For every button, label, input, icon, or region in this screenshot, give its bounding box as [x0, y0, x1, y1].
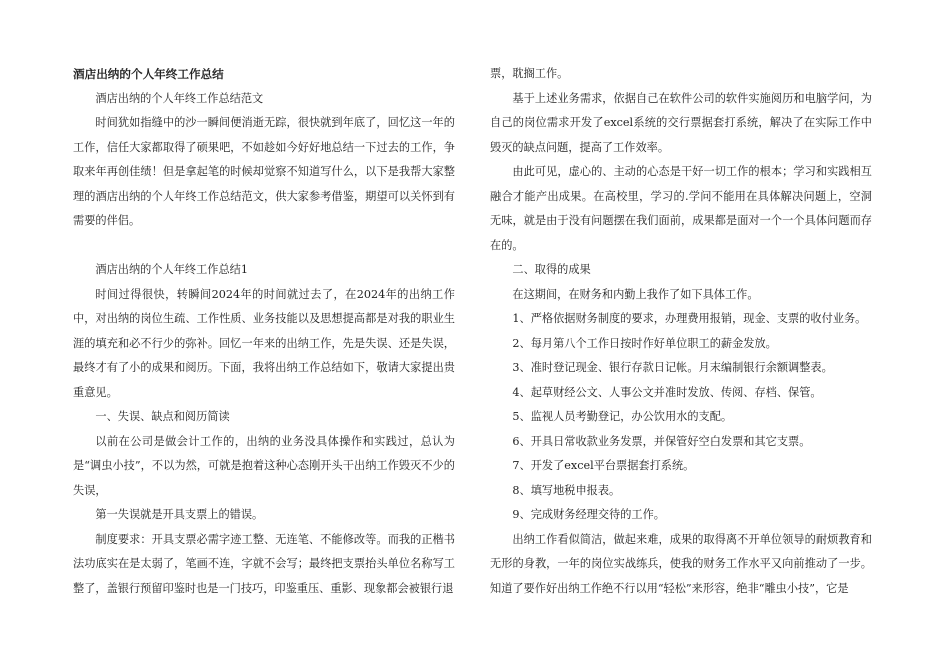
list-item: 6、开具日常收款业务发票，并保管好空白发票和其它支票。 [512, 434, 811, 448]
list-item: 8、填写地税申报表。 [512, 483, 621, 497]
section-heading: 一、失误、缺点和阅历简读 [95, 410, 230, 423]
list-item: 7、开发了excel平台票据套打系统。 [512, 459, 695, 472]
paragraph: 制度要求：开具支票必需字迹工整、无连笔、不能修改等。而我的正楷书法功底实在是太弱了，笔画不连，字就不会写；最终把支票抬头单位名称写工整了，盖银行预留印鉴时也是一门技巧，印鉴重压、重影、现象都会被银行退 [73, 532, 455, 595]
left-column [73, 62, 455, 601]
list-item: 9、完成财务经理交待的工作。 [512, 508, 665, 521]
paragraph: 在这期间，在财务和内勤上我作了如下具体工作。 [512, 287, 759, 301]
list-item: 4、起草财经公文、人事公文并准时发放、传阅、存档、保管。 [512, 385, 822, 399]
paragraph: 酒店出纳的个人年终工作总结范文 [95, 91, 264, 105]
document-title: 酒店出纳的个人年终工作总结 [73, 67, 224, 81]
paragraph: 酒店出纳的个人年终工作总结1 [95, 263, 248, 276]
paragraph: 时间犹如指缝中的沙一瞬间便消逝无踪，很快就到年底了，回忆这一年的工作，信任大家都取得了硕果吧，不如趁如今好好地总结一下过去的工作，争取来年再创佳绩！但是拿起笔的时候却觉察不知道写什么，以下是我帮大家整理的酒店出纳的个人年终工作总结范文，供大家参考借鉴，期望可以关怀到有需要的伴侣。 [73, 116, 455, 227]
paragraph: 出纳工作看似简洁，做起来难，成果的取得离不开单位领导的耐烦教育和无形的身教，一年的岗位实战练兵，使我的财务工作水平又向前推动了一步。知道了要作好出纳工作绝不行以用“轻松”来形容，绝非“雕虫小技”，它是 [490, 532, 872, 595]
list-item: 3、准时登记现金、银行存款日记帐。月末编制银行余额调整表。 [512, 361, 833, 374]
list-item: 5、监视人员考勤登记，办公饮用水的支配。 [512, 410, 733, 423]
list-item: 2、每月第八个工作日按时作好单位职工的薪金发放。 [512, 336, 777, 350]
paragraph-continuation: 票，耽搁工作。 [490, 67, 569, 80]
section-heading: 二、取得的成果 [512, 263, 591, 276]
blank-line [73, 234, 455, 259]
paragraph: 由此可见，虚心的、主动的心态是干好一切工作的根本；学习和实践相互融合才能产出成果。在高校里，学习的.学问不能用在具体解决问题上，空洞无味，就是由于没有问题摆在我们面前，成果都是面对一个一个具体问题而存在的。 [490, 165, 872, 252]
list-item: 1、严格依据财务制度的要求，办理费用报销，现金、支票的收付业务。 [512, 312, 867, 325]
paragraph: 以前在公司是做会计工作的，出纳的业务没具体操作和实践过，总认为是“调虫小技”，不以为然，可就是抱着这种心态刚开头干出纳工作毁灭不少的失误， [73, 434, 455, 497]
paragraph: 基于上述业务需求，依据自己在软件公司的软件实施阅历和电脑学问，为自己的岗位需求开发了excel系统的交行票据套打系统，解决了在实际工作中毁灭的缺点问题，提高了工作效率。 [490, 91, 872, 154]
right-column [490, 62, 872, 601]
paragraph: 时间过得很快，转瞬间2024年的时间就过去了，在2024年的出纳工作中，对出纳的岗位生疏、工作性质、业务技能以及思想提高都是对我的职业生涯的填充和必不行少的弥补。回忆一年来的出纳工作，先是失误、还是失误，最终才有了小的成果和阅历。下面，我将出纳工作总结如下，敬请大家提出贵重意见。 [73, 287, 455, 399]
paragraph: 第一失误就是开具支票上的错误。 [95, 508, 264, 521]
